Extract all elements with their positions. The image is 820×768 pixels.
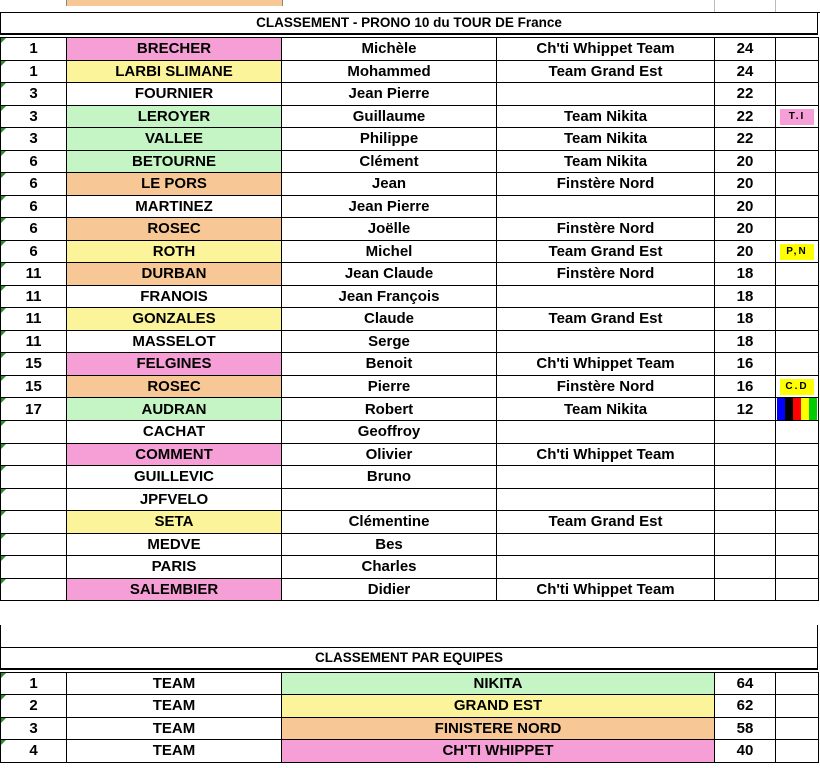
team-cell[interactable]: [497, 330, 715, 353]
team-row: [1, 672, 819, 695]
badge-cell[interactable]: [776, 556, 819, 579]
last-name-cell[interactable]: AUDRAN: [67, 398, 282, 421]
last-name-cell[interactable]: VALLEE: [67, 128, 282, 151]
first-name-cell[interactable]: Bes: [282, 533, 497, 556]
badge-cell[interactable]: [776, 488, 819, 511]
team-cell[interactable]: Team Grand Est: [497, 308, 715, 331]
last-name-cell[interactable]: ROTH: [67, 240, 282, 263]
first-name-cell[interactable]: Jean François: [282, 285, 497, 308]
first-name-cell[interactable]: Jean Pierre: [282, 83, 497, 106]
first-name-cell[interactable]: Jean: [282, 173, 497, 196]
team-label-cell[interactable]: TEAM: [67, 717, 282, 740]
team-cell[interactable]: [497, 533, 715, 556]
points-cell[interactable]: 24: [715, 60, 776, 83]
last-name-cell[interactable]: MARTINEZ: [67, 195, 282, 218]
rank-cell[interactable]: 15: [1, 353, 67, 376]
rank-cell[interactable]: 11: [1, 263, 67, 286]
last-name-cell[interactable]: SETA: [67, 511, 282, 534]
first-name-cell[interactable]: Olivier: [282, 443, 497, 466]
points-cell[interactable]: 20: [715, 195, 776, 218]
points-cell[interactable]: [715, 511, 776, 534]
points-cell[interactable]: [715, 533, 776, 556]
points-cell[interactable]: [715, 443, 776, 466]
rank-cell[interactable]: [1, 488, 67, 511]
first-name-cell[interactable]: Geoffroy: [282, 421, 497, 444]
team-cell[interactable]: [497, 421, 715, 444]
last-name-cell[interactable]: LARBI SLIMANE: [67, 60, 282, 83]
rank-cell[interactable]: [1, 466, 67, 489]
rider-row: [1, 533, 819, 556]
badge-cell[interactable]: [776, 398, 819, 421]
rank-cell[interactable]: 6: [1, 240, 67, 263]
badge-cell[interactable]: [776, 466, 819, 489]
badge-cell[interactable]: [776, 150, 819, 173]
badge-cell[interactable]: [776, 83, 819, 106]
team-cell[interactable]: Team Nikita: [497, 105, 715, 128]
last-name-cell[interactable]: COMMENT: [67, 443, 282, 466]
first-name-cell[interactable]: Charles: [282, 556, 497, 579]
last-name-cell[interactable]: LEROYER: [67, 105, 282, 128]
team-cell[interactable]: [497, 195, 715, 218]
points-cell[interactable]: [715, 421, 776, 444]
rider-row: [1, 173, 819, 196]
team-points-cell[interactable]: 64: [715, 672, 776, 695]
team-empty-cell[interactable]: [776, 740, 819, 763]
points-cell[interactable]: 24: [715, 38, 776, 61]
team-points-cell[interactable]: 58: [715, 717, 776, 740]
points-cell[interactable]: 20: [715, 150, 776, 173]
team-cell[interactable]: Team Grand Est: [497, 60, 715, 83]
team-rank-cell[interactable]: 4: [1, 740, 67, 763]
riders-table: [0, 37, 819, 601]
last-name-cell[interactable]: LE PORS: [67, 173, 282, 196]
first-name-cell[interactable]: Philippe: [282, 128, 497, 151]
points-cell[interactable]: [715, 556, 776, 579]
points-cell[interactable]: 22: [715, 83, 776, 106]
rank-cell[interactable]: [1, 533, 67, 556]
last-name-cell[interactable]: FRANOIS: [67, 285, 282, 308]
first-name-cell[interactable]: Mohammed: [282, 60, 497, 83]
badge-cell[interactable]: [776, 511, 819, 534]
rider-row: [1, 195, 819, 218]
points-cell[interactable]: [715, 466, 776, 489]
last-name-cell[interactable]: ROSEC: [67, 375, 282, 398]
rider-row: [1, 578, 819, 601]
top-strip-orange-cell: [66, 0, 283, 6]
last-name-cell[interactable]: BRECHER: [67, 38, 282, 61]
team-points-cell[interactable]: 62: [715, 695, 776, 718]
team-cell[interactable]: Finstère Nord: [497, 173, 715, 196]
points-cell[interactable]: 20: [715, 240, 776, 263]
first-name-cell[interactable]: Joëlle: [282, 218, 497, 241]
badge-cell[interactable]: [776, 308, 819, 331]
last-name-cell[interactable]: GONZALES: [67, 308, 282, 331]
last-name-cell[interactable]: JPFVELO: [67, 488, 282, 511]
rider-row: [1, 218, 819, 241]
badge-cell[interactable]: [776, 60, 819, 83]
team-name-cell[interactable]: NIKITA: [282, 672, 715, 695]
badge-cell[interactable]: [776, 375, 819, 398]
team-cell[interactable]: Ch'ti Whippet Team: [497, 38, 715, 61]
team-cell[interactable]: Ch'ti Whippet Team: [497, 578, 715, 601]
team-label-cell[interactable]: TEAM: [67, 695, 282, 718]
team-cell[interactable]: [497, 556, 715, 579]
team-rank-cell[interactable]: 3: [1, 717, 67, 740]
rider-row: [1, 83, 819, 106]
badge-cell[interactable]: [776, 443, 819, 466]
points-cell[interactable]: 16: [715, 353, 776, 376]
rank-cell[interactable]: 1: [1, 38, 67, 61]
rider-row: [1, 511, 819, 534]
first-name-cell[interactable]: [282, 488, 497, 511]
team-cell[interactable]: Ch'ti Whippet Team: [497, 353, 715, 376]
team-row: [1, 717, 819, 740]
team-empty-cell[interactable]: [776, 695, 819, 718]
rank-cell[interactable]: [1, 578, 67, 601]
team-cell[interactable]: Ch'ti Whippet Team: [497, 443, 715, 466]
team-cell[interactable]: [497, 285, 715, 308]
first-name-cell[interactable]: Jean Pierre: [282, 195, 497, 218]
last-name-cell[interactable]: GUILLEVIC: [67, 466, 282, 489]
first-name-cell[interactable]: Serge: [282, 330, 497, 353]
first-name-cell[interactable]: Guillaume: [282, 105, 497, 128]
team-rank-cell[interactable]: 1: [1, 672, 67, 695]
first-name-cell[interactable]: Clémentine: [282, 511, 497, 534]
rider-row: [1, 60, 819, 83]
top-strip-divider: [775, 0, 776, 12]
rider-row: [1, 556, 819, 579]
team-label-cell[interactable]: TEAM: [67, 740, 282, 763]
badge-cell[interactable]: [776, 105, 819, 128]
jersey-badge: C.D: [780, 379, 814, 395]
last-name-cell[interactable]: SALEMBIER: [67, 578, 282, 601]
team-empty-cell[interactable]: [776, 672, 819, 695]
jersey-badge: P,N: [780, 244, 814, 260]
team-cell[interactable]: Team Nikita: [497, 150, 715, 173]
rider-row: [1, 308, 819, 331]
spacer-row: [0, 625, 818, 647]
rider-row: [1, 128, 819, 151]
first-name-cell[interactable]: Benoit: [282, 353, 497, 376]
first-name-cell[interactable]: Claude: [282, 308, 497, 331]
team-cell[interactable]: Team Grand Est: [497, 240, 715, 263]
team-empty-cell[interactable]: [776, 717, 819, 740]
rank-cell[interactable]: 3: [1, 128, 67, 151]
ranking-title: CLASSEMENT - PRONO 10 du TOUR DE France: [0, 12, 818, 35]
rank-cell[interactable]: 6: [1, 173, 67, 196]
first-name-cell[interactable]: Michèle: [282, 38, 497, 61]
last-name-cell[interactable]: ROSEC: [67, 218, 282, 241]
last-name-cell[interactable]: FELGINES: [67, 353, 282, 376]
rank-cell[interactable]: 6: [1, 218, 67, 241]
team-cell[interactable]: [497, 83, 715, 106]
rank-cell[interactable]: 11: [1, 330, 67, 353]
rider-row: [1, 466, 819, 489]
points-cell[interactable]: [715, 578, 776, 601]
jersey-badge: T.I: [780, 109, 814, 125]
badge-cell[interactable]: [776, 173, 819, 196]
team-cell[interactable]: Team Nikita: [497, 128, 715, 151]
team-cell[interactable]: [497, 488, 715, 511]
points-cell[interactable]: 22: [715, 128, 776, 151]
rider-row: [1, 488, 819, 511]
points-cell[interactable]: 12: [715, 398, 776, 421]
badge-cell[interactable]: [776, 330, 819, 353]
rider-row: [1, 443, 819, 466]
rank-cell[interactable]: 6: [1, 195, 67, 218]
rider-row: [1, 240, 819, 263]
badge-cell[interactable]: [776, 421, 819, 444]
badge-cell[interactable]: [776, 353, 819, 376]
first-name-cell[interactable]: Didier: [282, 578, 497, 601]
rank-cell[interactable]: [1, 556, 67, 579]
first-name-cell[interactable]: Michel: [282, 240, 497, 263]
rank-cell[interactable]: [1, 443, 67, 466]
rider-row: [1, 285, 819, 308]
points-cell[interactable]: 22: [715, 105, 776, 128]
jersey-stripes-icon: [777, 398, 817, 420]
team-cell[interactable]: Finstère Nord: [497, 218, 715, 241]
points-cell[interactable]: 18: [715, 330, 776, 353]
last-name-cell[interactable]: DURBAN: [67, 263, 282, 286]
top-strip-divider: [714, 0, 715, 12]
badge-cell[interactable]: [776, 240, 819, 263]
team-cell[interactable]: Finstère Nord: [497, 375, 715, 398]
last-name-cell[interactable]: CACHAT: [67, 421, 282, 444]
team-row: [1, 695, 819, 718]
team-cell[interactable]: Finstère Nord: [497, 263, 715, 286]
team-cell[interactable]: Team Nikita: [497, 398, 715, 421]
rank-cell[interactable]: 17: [1, 398, 67, 421]
points-cell[interactable]: 20: [715, 218, 776, 241]
rank-cell[interactable]: 3: [1, 105, 67, 128]
badge-cell[interactable]: [776, 533, 819, 556]
rider-row: [1, 353, 819, 376]
rider-row: [1, 38, 819, 61]
rider-row: [1, 105, 819, 128]
team-rank-cell[interactable]: 2: [1, 695, 67, 718]
badge-cell[interactable]: [776, 195, 819, 218]
rank-cell[interactable]: 11: [1, 308, 67, 331]
rank-cell[interactable]: 3: [1, 83, 67, 106]
points-cell[interactable]: 18: [715, 263, 776, 286]
teams-ranking-title: CLASSEMENT PAR EQUIPES: [0, 647, 818, 670]
last-name-cell[interactable]: BETOURNE: [67, 150, 282, 173]
teams-table: [0, 672, 819, 763]
team-label-cell[interactable]: TEAM: [67, 672, 282, 695]
rank-cell[interactable]: 11: [1, 285, 67, 308]
first-name-cell[interactable]: Robert: [282, 398, 497, 421]
badge-cell[interactable]: [776, 285, 819, 308]
rank-cell[interactable]: [1, 421, 67, 444]
badge-cell[interactable]: [776, 218, 819, 241]
rider-row: [1, 398, 819, 421]
team-points-cell[interactable]: 40: [715, 740, 776, 763]
badge-cell[interactable]: [776, 578, 819, 601]
first-name-cell[interactable]: Pierre: [282, 375, 497, 398]
rank-cell[interactable]: [1, 511, 67, 534]
last-name-cell[interactable]: MEDVE: [67, 533, 282, 556]
team-name-cell[interactable]: GRAND EST: [282, 695, 715, 718]
points-cell[interactable]: 16: [715, 375, 776, 398]
points-cell[interactable]: 20: [715, 173, 776, 196]
team-row: [1, 740, 819, 763]
badge-cell[interactable]: [776, 38, 819, 61]
first-name-cell[interactable]: Bruno: [282, 466, 497, 489]
first-name-cell[interactable]: Clément: [282, 150, 497, 173]
team-name-cell[interactable]: CH'TI WHIPPET: [282, 740, 715, 763]
last-name-cell[interactable]: MASSELOT: [67, 330, 282, 353]
points-cell[interactable]: [715, 488, 776, 511]
last-name-cell[interactable]: PARIS: [67, 556, 282, 579]
points-cell[interactable]: 18: [715, 308, 776, 331]
rank-cell[interactable]: 1: [1, 60, 67, 83]
rank-cell[interactable]: 6: [1, 150, 67, 173]
badge-cell[interactable]: [776, 263, 819, 286]
team-cell[interactable]: [497, 466, 715, 489]
rider-row: [1, 421, 819, 444]
rank-cell[interactable]: 15: [1, 375, 67, 398]
rider-row: [1, 263, 819, 286]
team-cell[interactable]: Team Grand Est: [497, 511, 715, 534]
points-cell[interactable]: 18: [715, 285, 776, 308]
team-name-cell[interactable]: FINISTERE NORD: [282, 717, 715, 740]
rider-row: [1, 150, 819, 173]
rider-row: [1, 375, 819, 398]
rider-row: [1, 330, 819, 353]
last-name-cell[interactable]: FOURNIER: [67, 83, 282, 106]
badge-cell[interactable]: [776, 128, 819, 151]
first-name-cell[interactable]: Jean Claude: [282, 263, 497, 286]
